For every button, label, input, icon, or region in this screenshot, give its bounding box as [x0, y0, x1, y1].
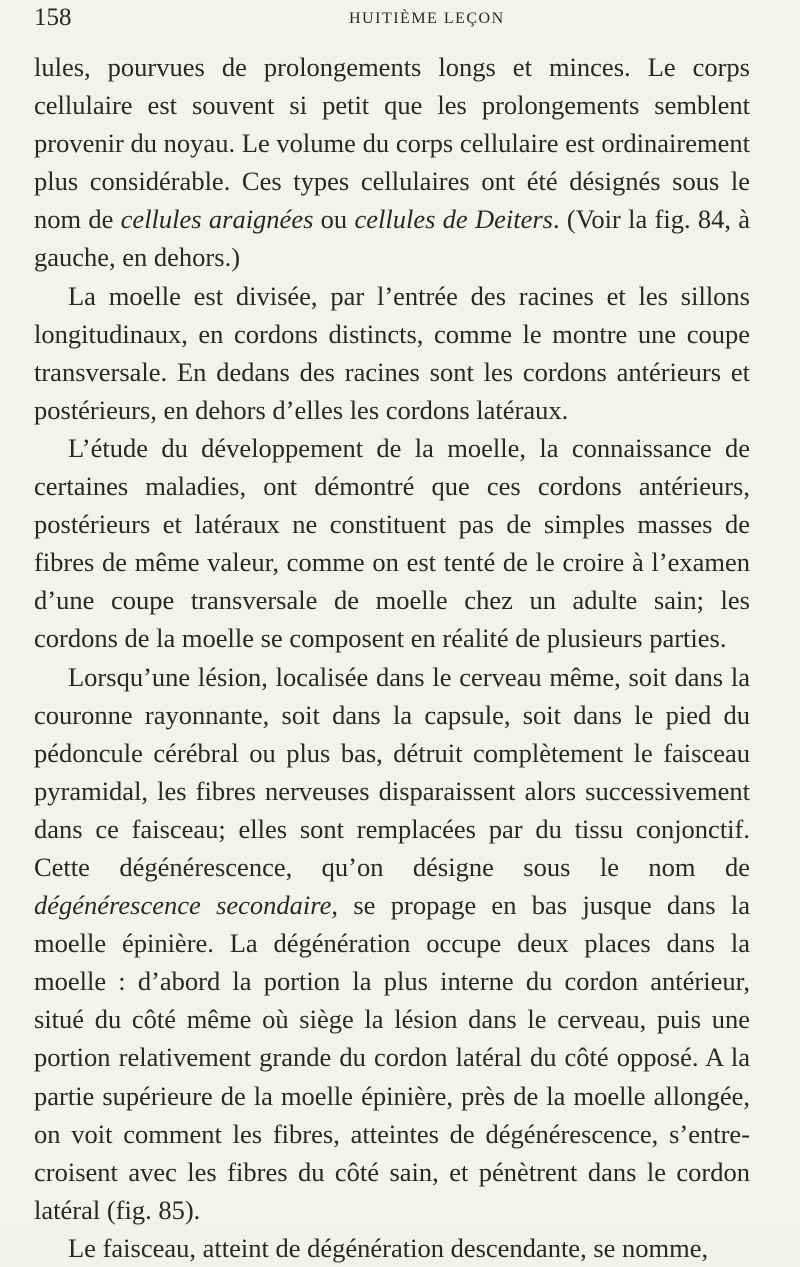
text-segment: L’étude du développement de la moelle, la connaissance de certaines maladies, ont démontré que ces cordons antérieurs, postérieurs et latéraux ne constituent pas de simples masses de fibres de même valeur, comme on est tenté de le croire à l’examen d’une coupe transversale de moelle chez un adulte sain; les cordons de la moelle se composent en réalité de plusieurs parties.: [34, 432, 750, 654]
paragraph: [34, 277, 750, 429]
body-text: [34, 48, 750, 1267]
paragraph: [34, 1229, 750, 1267]
text-segment: lules, pourvues de prolongements longs et minces. Le corps cellulaire est souvent si petit que les prolongements semblent provenir du noyau. Le volume du corps cellulaire est ordinairement plus considérable. Ces types cellulaires ont été désignés sous le nom de: [34, 52, 750, 235]
text-segment: La moelle est divisée, par l’entrée des racines et les sillons longitudinaux, en cordons distincts, comme le montre une coupe transversale. En dedans des racines sont les cordons antérieurs et postérieurs, en dehors d’elles les cordons latéraux.: [34, 280, 750, 425]
text-segment: Le faisceau, atteint de dégénération descendante, se nomme,: [68, 1232, 709, 1263]
text-segment: ou: [313, 204, 355, 235]
italic-term: cellules araignées: [120, 204, 314, 235]
paragraph: [34, 658, 750, 1229]
text-segment: , se propage en bas jusque dans la moelle épinière. La dégénération occupe deux places dans la moelle : d’abord la portion la plus interne du cordon antérieur, situé du côté même où siège la lésion dans le cerveau, puis une portion relativement grande du cordon latéral du côté opposé. A la partie supérieure de la moelle épinière, près de la moelle allongée, on voit comment les fibres, atteintes de dégénérescence, s’entre-croisent avec les fibres du côté sain, et pénètrent dans le cordon latéral (fig. 85).: [34, 890, 750, 1225]
italic-term: cellules de Deiters: [354, 204, 553, 235]
text-segment: Lorsqu’une lésion, localisée dans le cerveau même, soit dans la couronne rayonnante, soit dans la capsule, soit dans le pied du pédoncule cérébral ou plus bas, détruit complètement le faisceau pyramidal, les fibres nerveuses disparaissent alors successivement dans ce faisceau; elles sont remplacées par du tissu conjonctif. Cette dégénérescence, qu’on désigne sous le nom de: [34, 661, 750, 882]
italic-term: dégénérescence secondaire: [34, 890, 332, 921]
page-header: [34, 4, 744, 44]
page-number: 158: [34, 4, 72, 31]
running-head: HUITIÈME LEÇON: [349, 10, 505, 27]
paragraph: [34, 48, 750, 277]
paragraph: [34, 429, 750, 658]
text-segment: . (Voir la fig. 84, à gauche, en dehors.): [34, 204, 751, 273]
